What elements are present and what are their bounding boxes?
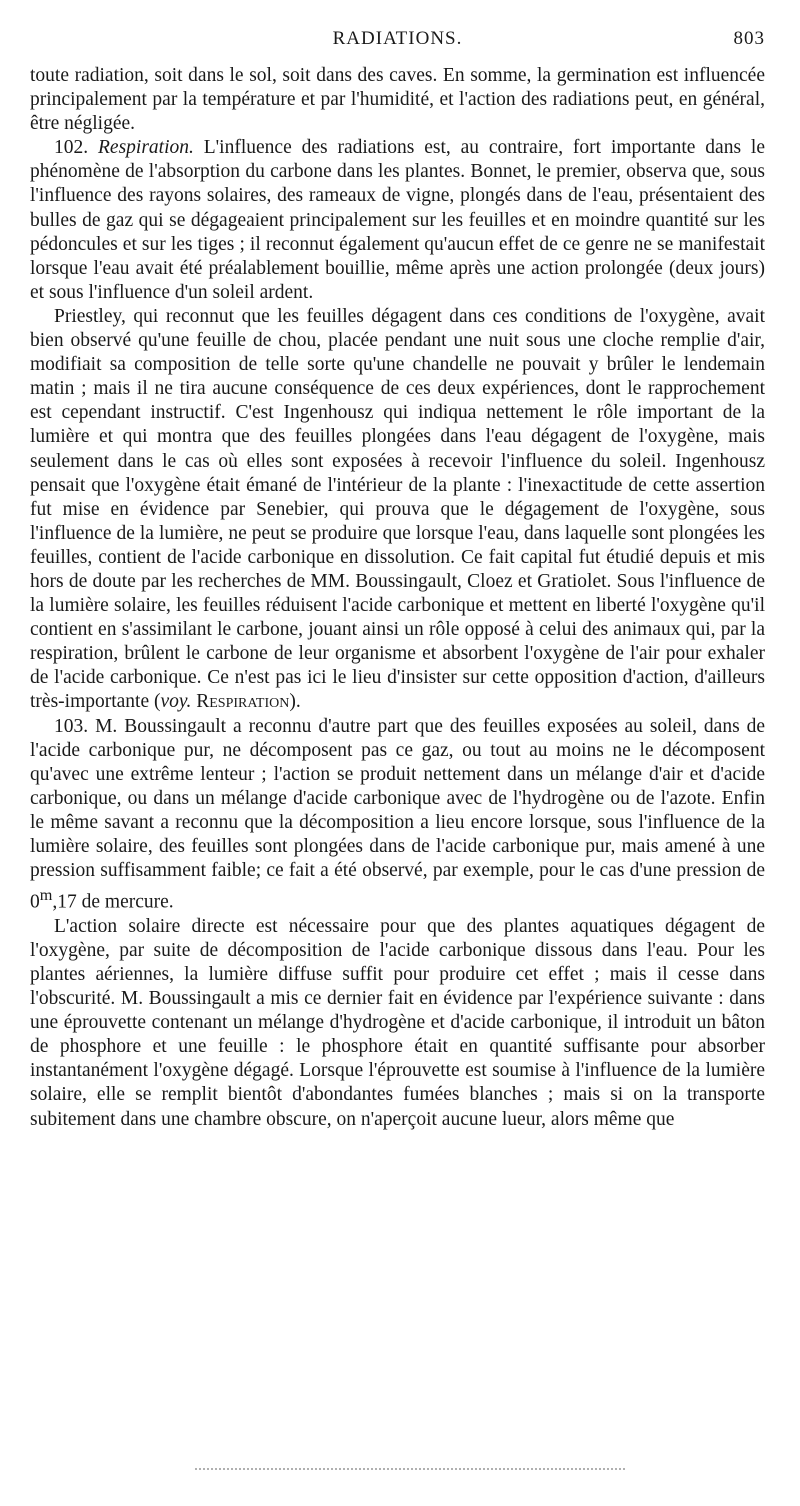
unit-superscript: m [39,886,53,905]
body-text [30,64,765,1132]
paragraph-text: Priestley, qui reconnut que les feuilles dégagent dans ces conditions de l'oxygène, avait bien observé qu'une feuille de chou, placée pendant une nuit sous une cloche remplie d'air, modifiait sa composition de telle sorte qu'une chandelle ne pouvait y brûler le lendemain matin ; mais il ne tira aucune conséquence de ces deux expériences, dont le rapprochement est cependant instructif. C'est Ingenhousz qui indiqua nettement le rôle important de la lumière et qui montra que des feuilles plongées dans l'eau dégagent de l'oxygène, mais seulement dans le cas où elles sont exposées à recevoir l'influence du soleil. Ingenhousz pensait que l'oxygène était émané de l'intérieur de la plante : l'inexactitude de cette assertion fut mise en évidence par Senebier, qui prouva que le dégagement de l'oxygène, sous l'influence de la lumière, ne peut se produire que lorsque l'eau, dans laquelle sont plongées les feuilles, contient de l'acide carbonique en dissolution. Ce fait capital fut étudié depuis et mis hors de doute par les recherches de MM. Boussingault, Cloez et Gratiolet. Sous l'influence de la lumière solaire, les feuilles réduisent l'acide carbonique et mettent en liberté l'oxygène qu'il contient en s'assimilant le carbone, jouant ainsi un rôle opposé à celui des animaux qui, par la respiration, brûlent le carbone de leur organisme et absorbent l'oxygène de l'air pour exhaler de l'acide carbonique. Ce n'est pas ici le lieu d'insister sur cette opposition d'action, d'ailleurs très-importante ( [30,305,765,713]
paragraph-text: toute radiation, soit dans le sol, soit dans des caves. En somme, la germination est influencée principalement par la température et par l'humidité, et l'action des radiations peut, en général, être négligée. [30,65,765,135]
paragraph-section-102 [30,136,765,305]
footer-dotted-rule [195,1468,625,1470]
paragraph-text: L'action solaire directe est nécessaire pour que des plantes aquatiques dégagent de l'oxygène, par suite de décomposition de l'acide carbonique dissous dans l'eau. Pour les plantes aériennes, la lumière diffuse suffit pour produire cet effet ; mais il cesse dans l'obscurité. M. Boussingault a mis ce dernier fait en évidence par l'expérience suivante : dans une éprouvette contenant un mélange d'hydrogène et d'acide carbonique, il introduit un bâton de phosphore et une feuille : le phosphore était en quantité suffisante pour absorber instantanément l'oxygène dégagé. Lorsque l'éprouvette est soumise à l'influence de la lumière solaire, elle se remplit bientôt d'abondantes fumées blanches ; mais si on la transporte subitement dans une chambre obscure, on n'aperçoit aucune lueur, alors même que [30,915,765,1130]
cross-reference-voy: voy. [160,691,192,713]
running-header [30,28,765,56]
cross-reference-close: ). [289,691,301,713]
cross-reference-term: Respiration [196,691,290,713]
paragraph-action-solaire [30,915,765,1132]
page-number: 803 [733,28,765,49]
paragraph-text: L'influence des radiations est, au contraire, fort importante dans le phénomène de l'absorption du carbone dans les plantes. Bonnet, le premier, observa que, sous l'influence des rayons solaires, des rameaux de vigne, plongés dans de l'eau, présentaient des bulles de gaz qui se dégageaient principalement sur les feuilles et en moindre quantité sur les pédoncules et sur les tiges ; il reconnut également qu'aucun effet de ce genre ne se manifestait lorsque l'eau avait été préalablement bouillie, même après une action prolongée (deux jours) et sous l'influence d'un soleil ardent. [30,137,765,303]
paragraph-text: M. Boussingault a reconnu d'autre part que des feuilles exposées au soleil, dans de l'acide carbonique pur, ne décomposent pas ce gaz, ou tout au moins ne le décomposent qu'avec une extrême lenteur ; l'action se produit nettement dans un mélange d'air et d'acide carbonique, ou dans un mélange d'acide carbonique avec de l'hydrogène ou de l'azote. Enfin le même savant a reconnu que la décomposition a lieu encore lorsque, sous l'influence de la lumière solaire, des feuilles sont plongées dans de l'acide carbonique pur, mais amené à une pression suffisamment faible; ce fait a été observé, par exemple, pour le cas d'une pression de 0 [30,715,766,913]
section-number: 102. [54,137,89,159]
section-number: 103. [54,715,89,737]
running-title: RADIATIONS. [332,28,463,49]
section-heading: Respiration. [98,137,194,159]
paragraph-priestley [30,305,765,715]
paragraph-continuation [30,64,765,136]
paragraph-section-103 [30,715,765,915]
paragraph-tail: ,17 de mercure. [52,891,174,913]
